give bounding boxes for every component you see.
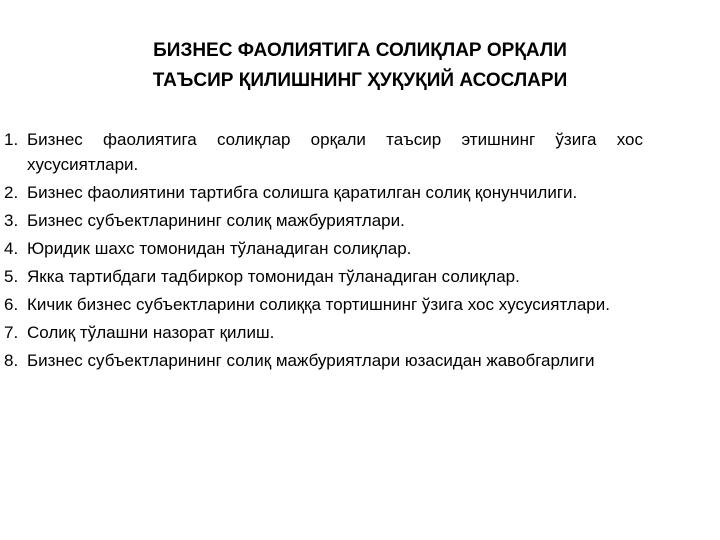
page-title-line-1: БИЗНЕС ФАОЛИЯТИГА СОЛИҚЛАР ОРҚАЛИ [153, 40, 567, 61]
list-item-number: 4. [4, 239, 19, 258]
list-item [0, 208, 643, 233]
list-item-text: Бизнес субъектларининг солиқ мажбуриятлари юзасидан жавобгарлиги [27, 351, 595, 370]
list-item [0, 292, 643, 317]
list-item-text: Бизнес субъектларининг солиқ мажбуриятлари. [27, 211, 405, 230]
list-item-number: 3. [4, 211, 19, 230]
page-title-line-2: ТАЪСИР ҚИЛИШНИНГ ҲУҚУҚИЙ АСОСЛАРИ [152, 70, 568, 91]
list-item-text: Якка тартибдаги тадбиркор томонидан тўланадиган солиқлар. [27, 267, 520, 286]
list-item [0, 180, 643, 205]
list-item [0, 127, 643, 177]
list-item-text: Бизнес фаолиятига солиқлар орқали таъсир этишнинг ўзига хос хусусиятлари. [27, 130, 643, 174]
list-item [0, 348, 643, 373]
list-item-number: 1. [4, 130, 19, 149]
list-item [0, 320, 643, 345]
list-item-text: Солиқ тўлашни назорат қилиш. [27, 323, 275, 342]
page-title [60, 36, 660, 96]
list-item-text: Юридик шахс томонидан тўланадиган солиқлар. [27, 239, 412, 258]
list-item [0, 236, 643, 261]
list-item-number: 7. [4, 323, 19, 342]
list-item-number: 8. [4, 351, 19, 370]
list-item-number: 6. [4, 295, 19, 314]
topic-list [0, 127, 643, 376]
list-item-number: 2. [4, 183, 19, 202]
list-item [0, 264, 643, 289]
list-item-text: Бизнес фаолиятини тартибга солишга қаратилган солиқ қонунчилиги. [27, 183, 578, 202]
list-item-number: 5. [4, 267, 19, 286]
list-item-text: Кичик бизнес субъектларини солиққа тортишнинг ўзига хос хусусиятлари. [27, 295, 610, 314]
